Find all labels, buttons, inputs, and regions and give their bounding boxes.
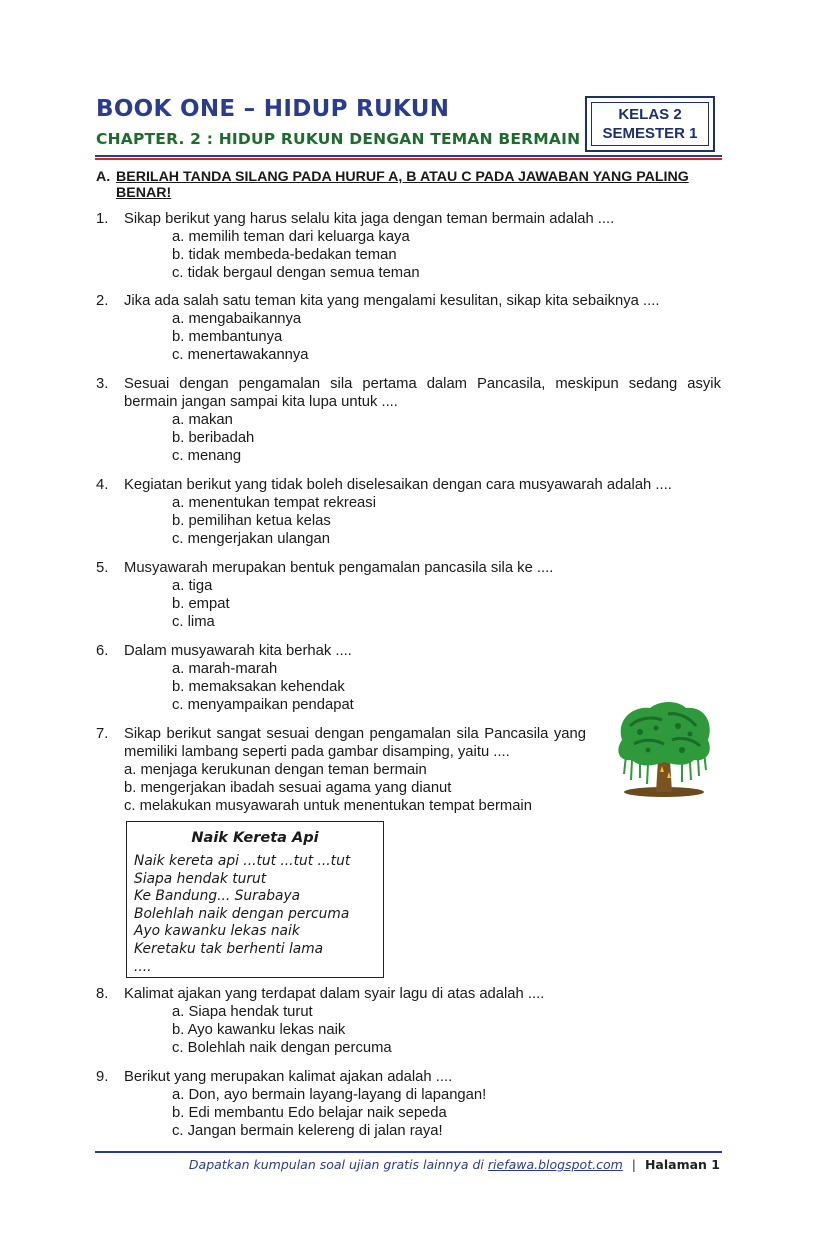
footer [189, 1157, 720, 1172]
song-line: Ke Bandung... Surabaya [134, 888, 301, 905]
question-stem: Kalimat ajakan yang terdapat dalam syair lagu di atas adalah .... [124, 986, 545, 1002]
option-c[interactable]: c. mengerjakan ulangan [172, 531, 330, 547]
question-2 [96, 292, 721, 364]
option-c[interactable]: c. Jangan bermain kelereng di jalan raya! [172, 1123, 443, 1139]
question-number: 8. [96, 986, 109, 1002]
option-c[interactable]: c. menertawakannya [172, 347, 309, 363]
section-label: A. [96, 169, 111, 185]
header-rule-accent [95, 158, 722, 160]
question-number: 4. [96, 477, 109, 493]
question-stem: Musyawarah merupakan bentuk pengamalan pancasila sila ke .... [124, 560, 554, 576]
question-stem: Berikut yang merupakan kalimat ajakan adalah .... [124, 1069, 453, 1085]
option-a[interactable]: a. tiga [172, 578, 213, 594]
song-line: Bolehlah naik dengan percuma [134, 905, 350, 922]
question-number: 6. [96, 643, 109, 659]
option-b[interactable]: b. Edi membantu Edo belajar naik sepeda [172, 1105, 447, 1121]
book-title: BOOK ONE – HIDUP RUKUN [96, 96, 450, 122]
question-4 [96, 476, 721, 548]
option-b[interactable]: b. beribadah [172, 430, 255, 446]
section-instruction [96, 169, 721, 201]
question-stem: Sikap berikut sangat sesuai dengan pengamalan sila Pancasila yang memiliki lambang seperti pada gambar disamping, yaitu .... [124, 726, 586, 760]
option-c[interactable]: c. menang [172, 448, 242, 464]
question-stem: Jika ada salah satu teman kita yang mengalami kesulitan, sikap kita sebaiknya .... [124, 293, 660, 309]
page-number: Halaman 1 [644, 1157, 720, 1172]
option-a[interactable]: a. makan [172, 412, 233, 428]
question-stem: Dalam musyawarah kita berhak .... [124, 643, 352, 659]
semester-label: SEMESTER 1 [602, 125, 698, 142]
footer-link[interactable]: riefawa.blogspot.com [487, 1157, 623, 1172]
option-a[interactable]: a. mengabaikannya [172, 311, 302, 327]
option-b[interactable]: b. memaksakan kehendak [172, 679, 345, 695]
banyan-tree-icon [612, 700, 716, 798]
question-number: 2. [96, 293, 109, 309]
option-a[interactable]: a. marah-marah [172, 661, 278, 677]
question-number: 7. [96, 726, 109, 742]
footer-rule [95, 1151, 722, 1153]
option-a[interactable]: a. memilih teman dari keluarga kaya [172, 229, 410, 245]
header-rule [95, 155, 722, 157]
song-line: Siapa hendak turut [134, 870, 267, 887]
option-b[interactable]: b. Ayo kawanku lekas naik [172, 1022, 346, 1038]
question-1 [96, 210, 721, 282]
option-c[interactable]: c. melakukan musyawarah untuk menentukan tempat bermain [124, 798, 532, 814]
option-a[interactable]: a. Siapa hendak turut [172, 1004, 313, 1020]
question-stem: Sikap berikut yang harus selalu kita jaga dengan teman bermain adalah .... [124, 211, 615, 227]
section-text: BERILAH TANDA SILANG PADA HURUF A, B ATAU C PADA JAWABAN YANG PALING BENAR! [116, 169, 689, 201]
option-b[interactable]: b. membantunya [172, 329, 283, 345]
question-number: 3. [96, 376, 109, 392]
song-line: Ayo kawanku lekas naik [134, 923, 300, 940]
question-9 [96, 1068, 721, 1140]
question-number: 5. [96, 560, 109, 576]
question-number: 9. [96, 1069, 109, 1085]
class-label: KELAS 2 [618, 106, 682, 123]
chapter-title: CHAPTER. 2 : HIDUP RUKUN DENGAN TEMAN BERMAIN [96, 130, 581, 148]
option-b[interactable]: b. tidak membeda-bedakan teman [172, 247, 397, 263]
song-line: .... [134, 958, 152, 975]
option-b[interactable]: b. pemilihan ketua kelas [172, 513, 331, 529]
footer-separator: | [631, 1157, 636, 1172]
song-title: Naik Kereta Api [191, 830, 319, 846]
option-c[interactable]: c. Bolehlah naik dengan percuma [172, 1040, 392, 1056]
question-stem: Kegiatan berikut yang tidak boleh diselesaikan dengan cara musyawarah adalah .... [124, 477, 672, 493]
option-c[interactable]: c. tidak bergaul dengan semua teman [172, 265, 420, 281]
option-a[interactable]: a. Don, ayo bermain layang-layang di lapangan! [172, 1087, 487, 1103]
question-stem: Sesuai dengan pengamalan sila pertama dalam Pancasila, meskipun sedang asyik bermain jangan sampai kita lupa untuk .... [124, 376, 721, 410]
option-c[interactable]: c. lima [172, 614, 215, 630]
question-number: 1. [96, 211, 109, 227]
option-c[interactable]: c. menyampaikan pendapat [172, 697, 354, 713]
question-8 [96, 985, 721, 1057]
option-b[interactable]: b. empat [172, 596, 230, 612]
option-a[interactable]: a. menentukan tempat rekreasi [172, 495, 376, 511]
question-3 [96, 375, 721, 465]
option-a[interactable]: a. menjaga kerukunan dengan teman bermain [124, 762, 427, 778]
class-badge [585, 96, 715, 152]
question-5 [96, 559, 721, 631]
song-line: Naik kereta api ...tut ...tut ...tut [134, 853, 351, 869]
song-line: Keretaku tak berhenti lama [134, 940, 324, 957]
option-b[interactable]: b. mengerjakan ibadah sesuai agama yang dianut [124, 780, 452, 796]
song-box [126, 821, 384, 978]
footer-text: Dapatkan kumpulan soal ujian gratis lainnya di [188, 1157, 484, 1172]
